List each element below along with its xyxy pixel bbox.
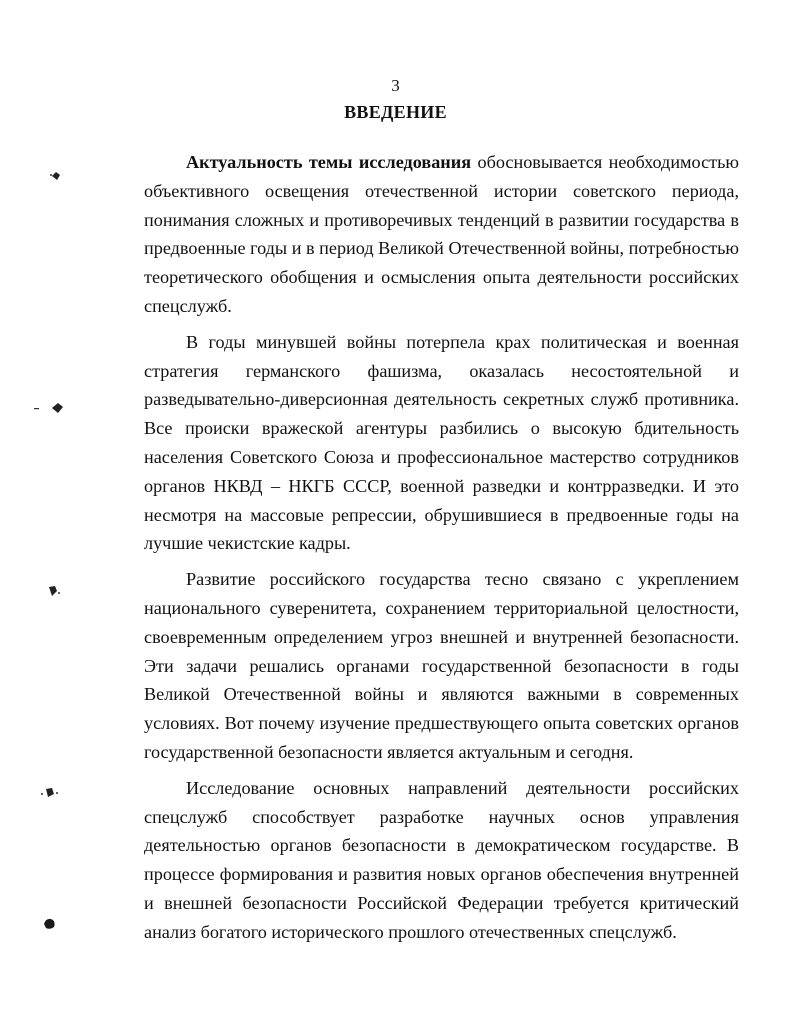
paragraph-4: Исследование основных направлений деятельности российских спецслужб способствует разработке научных основ управления деятельностью органов безопасности в демократическом государстве. В процессе формирования и развития новых органов обеспечения внутренней и внешней безопасности Российской Федерации требуется критический анализ богатого исторического прошлого отечественных спецслужб. — [144, 777, 739, 942]
paragraph-1-lead: Актуальность темы исследования — [186, 152, 472, 172]
scan-mark-icon — [34, 402, 44, 412]
scan-mark-icon — [48, 585, 58, 595]
scan-mark-icon — [50, 171, 60, 181]
scan-mark-icon — [42, 917, 52, 927]
page-title: ВВЕДЕНИЕ — [344, 102, 447, 122]
scan-mark-icon — [40, 787, 50, 797]
page-number: 3 — [391, 76, 400, 95]
paragraph-2: В годы минувшей войны потерпела крах политическая и военная стратегия германского фашизма, оказалась несостоятельной и разведывательно-диверсионная деятельность секретных служб противника. Все происки вражеской агентуры разбились о высокую бдительность населения Советского Союза и профессиональное мастерство сотрудников органов НКВД – НКГБ СССР, военной разведки и контрразведки. И это несмотря на массовые репрессии, обрушившиеся в предвоенные годы на лучшие чекистские кадры. — [144, 331, 739, 554]
paragraph-1 — [144, 148, 739, 321]
paragraph-1-text: обосновывается необходимостью объективного освещения отечественной истории советского периода, понимания сложных и противоречивых тенденций в развитии государства в предвоенные годы и в период Великой Отечественной войны, потребностью теоретического обобщения и осмысления опыта деятельности российских спецслужб. — [144, 152, 740, 316]
body-text — [144, 148, 739, 954]
paragraph-3: Развитие российского государства тесно связано с укреплением национального суверенитета, сохранением территориальной целостности, своевременным определением угроз внешней и внутренней безопасности. Эти задачи решались органами государственной безопасности в годы Великой Отечественной войны и являются важными в современных условиях. Вот почему изучение предшествующего опыта советских органов государственной безопасности является актуальным и сегодня. — [144, 569, 739, 762]
